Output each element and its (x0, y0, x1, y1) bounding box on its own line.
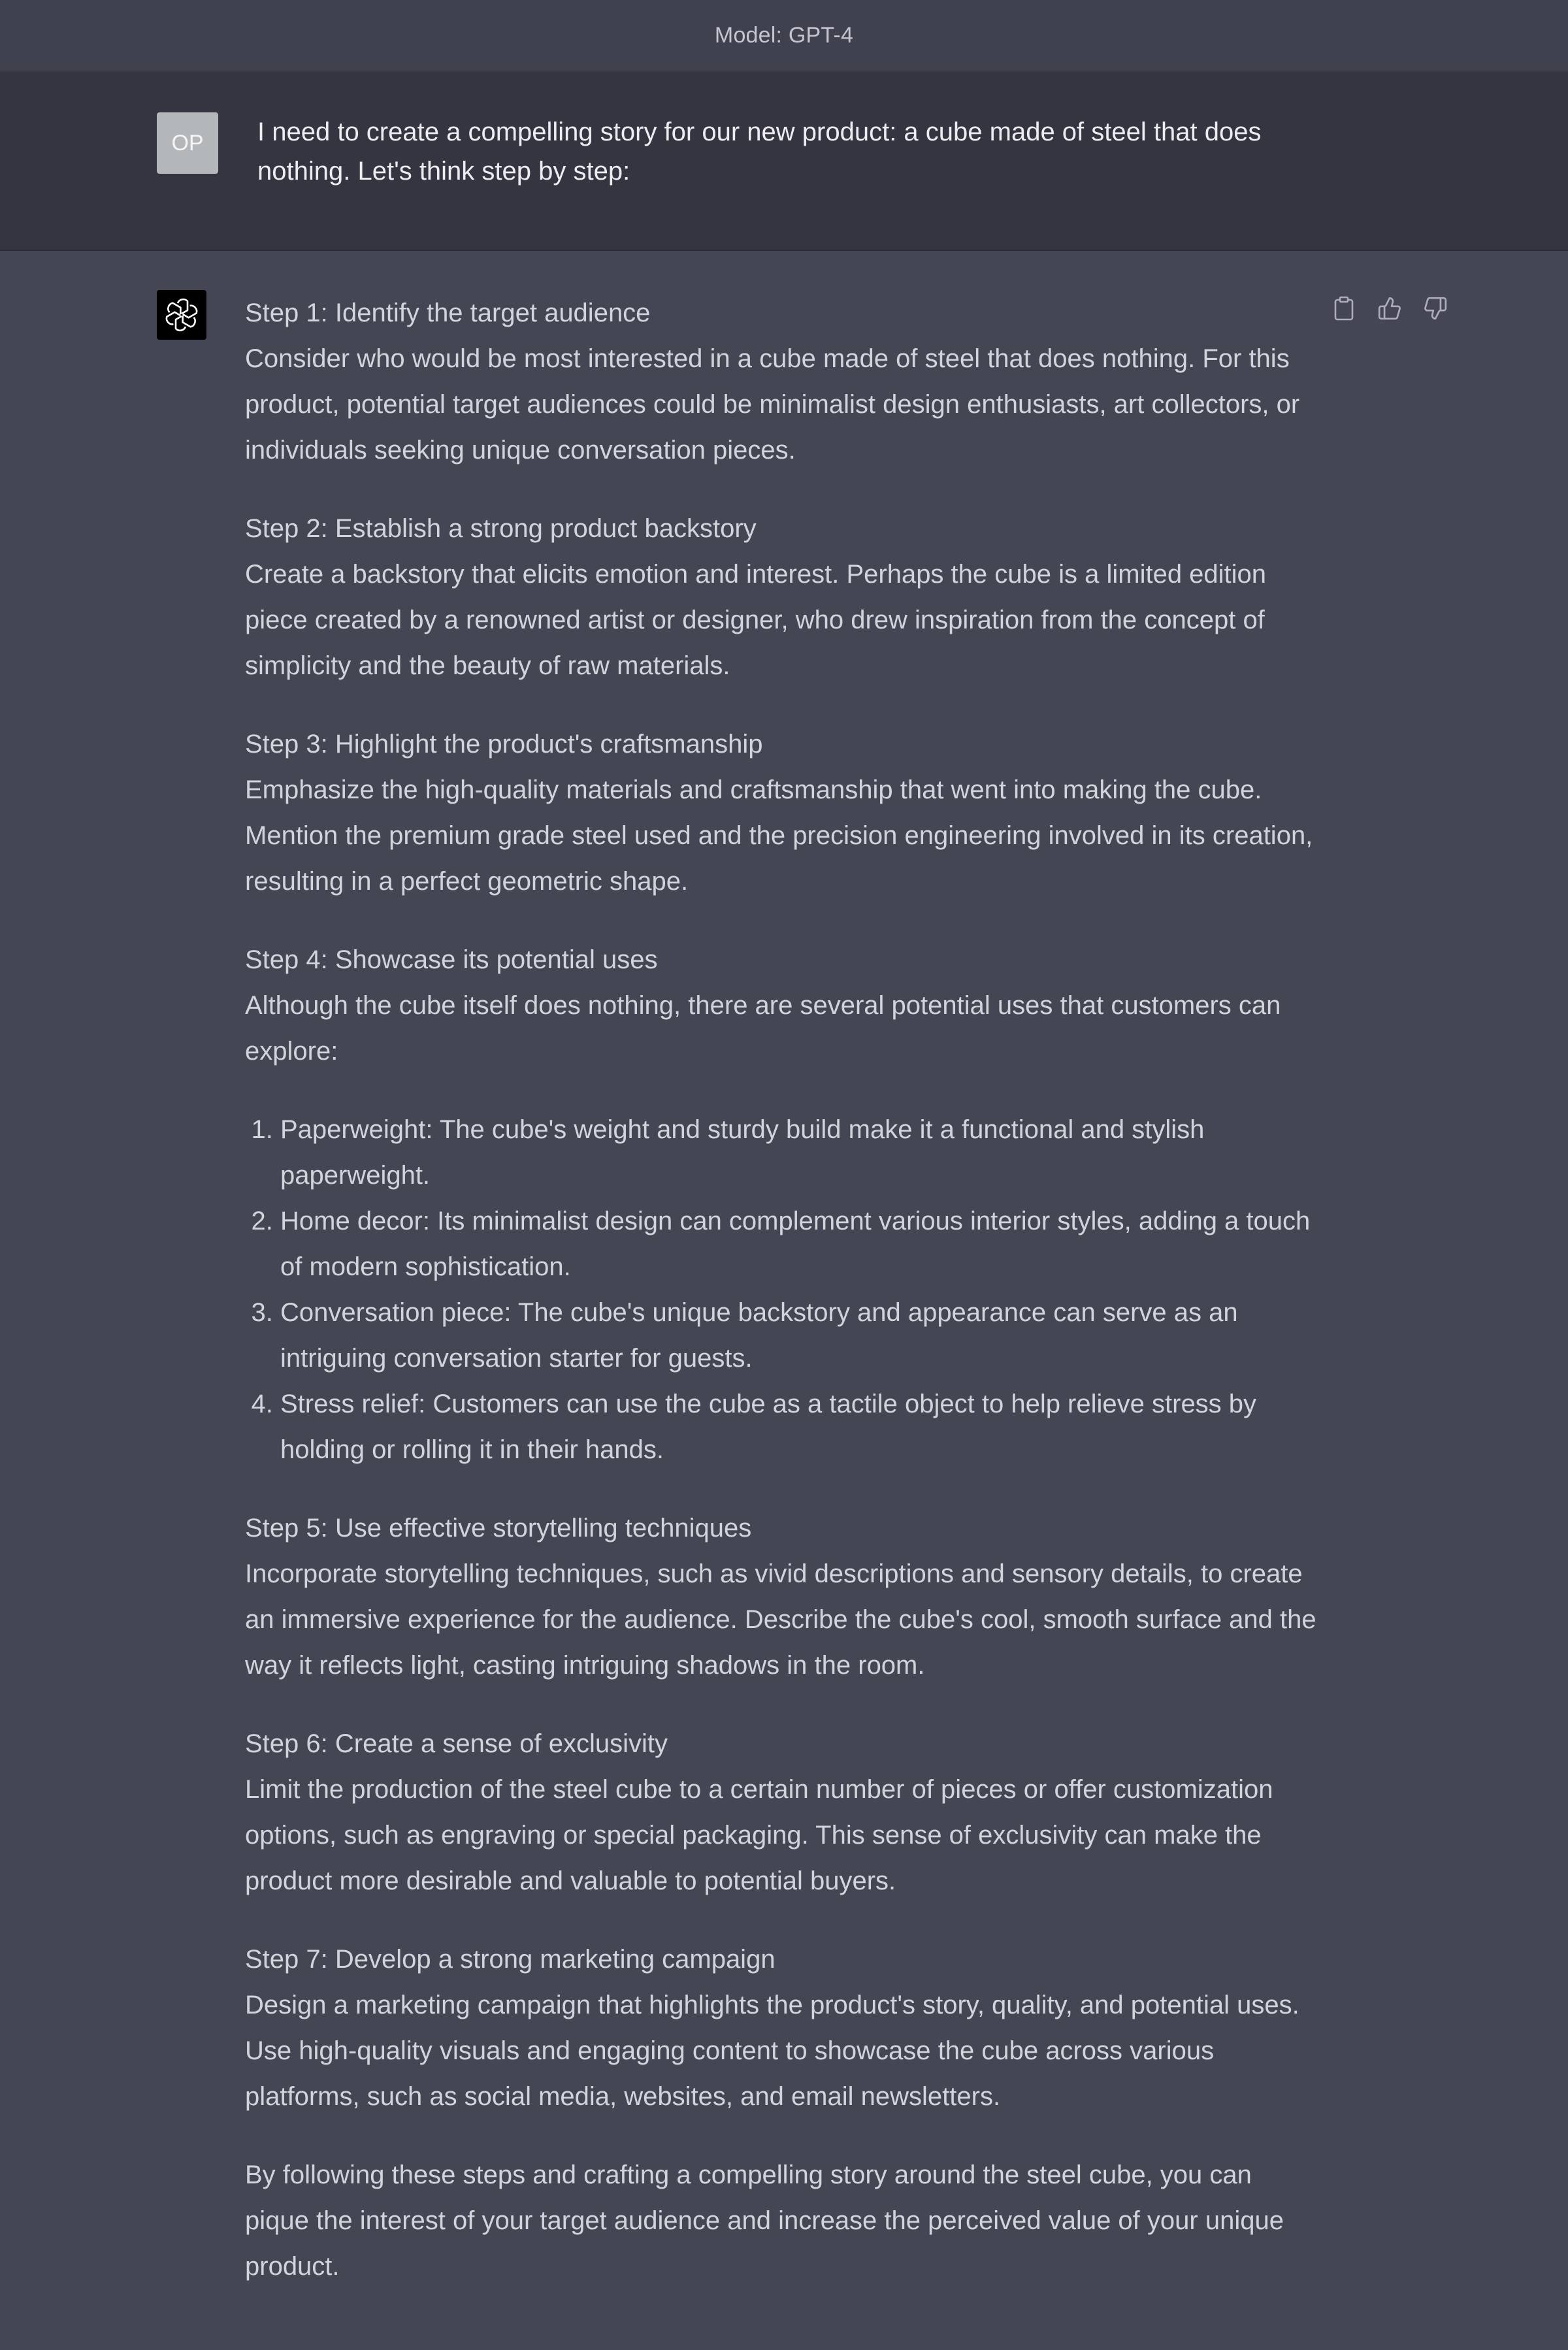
thumbs-down-icon (1423, 296, 1448, 321)
step-title: Step 6: Create a sense of exclusivity (245, 1729, 668, 1758)
copy-icon (1333, 296, 1355, 321)
thumbs-up-button[interactable] (1375, 294, 1404, 323)
step-paragraph (245, 506, 1316, 689)
step-body: Incorporate storytelling techniques, such as vivid descriptions and sensory details, to create an immersive experience for the audience. Describe the cube's cool, smooth surface and the way it reflects light, casting intriguing shadows in the room. (245, 1559, 1316, 1680)
uses-list (245, 1107, 1316, 1473)
step-title: Step 1: Identify the target audience (245, 299, 651, 327)
step-paragraph (245, 1936, 1316, 2119)
step-title: Step 5: Use effective storytelling techniques (245, 1514, 752, 1542)
user-avatar-initials: OP (171, 130, 204, 155)
copy-button[interactable] (1330, 294, 1358, 323)
user-message-row (0, 72, 1568, 251)
step-title: Step 4: Showcase its potential uses (245, 945, 658, 974)
list-item: 4. Stress relief: Customers can use the cube as a tactile object to help relieve stress by holding or rolling it in their hands. (280, 1381, 1316, 1473)
list-item: 2. Home decor: Its minimalist design can complement various interior styles, adding a touch of modern sophistication. (280, 1198, 1316, 1290)
step-title: Step 3: Highlight the product's craftsmanship (245, 730, 763, 759)
step-title: Step 7: Develop a strong marketing campaign (245, 1945, 776, 1974)
step-body: Emphasize the high-quality materials and craftsmanship that went into making the cube. Mention the premium grade steel used and the precision engineering involved in its creation, resulting in a perfect geometric shape. (245, 775, 1313, 896)
user-avatar (157, 112, 218, 174)
assistant-avatar (157, 290, 206, 340)
assistant-message-row (0, 251, 1568, 2350)
step-body: Consider who would be most interested in a cube made of steel that does nothing. For this product, potential target audiences could be minimalist design enthusiasts, art collectors, or individuals seeking unique conversation pieces. (245, 344, 1300, 465)
openai-logo-icon (163, 296, 201, 334)
thumbs-up-icon (1377, 296, 1402, 321)
step-body: Limit the production of the steel cube to a certain number of pieces or offer customization options, such as engraving or special packaging. This sense of exclusivity can make the product more desirable and valuable to potential buyers. (245, 1775, 1273, 1895)
thumbs-down-button[interactable] (1421, 294, 1450, 323)
step-title: Step 2: Establish a strong product backstory (245, 514, 757, 543)
step-paragraph (245, 1721, 1316, 1904)
conclusion-paragraph: By following these steps and crafting a compelling story around the steel cube, you can pique the interest of your target audience and increase the perceived value of your unique product. (245, 2161, 1284, 2281)
step-paragraph (245, 1505, 1316, 1688)
list-item: 1. Paperweight: The cube's weight and sturdy build make it a functional and stylish paperweight. (280, 1107, 1316, 1198)
model-label: Model: GPT-4 (714, 22, 854, 48)
step-body: Design a marketing campaign that highlights the product's story, quality, and potential uses. Use high-quality visuals and engaging content to showcase the cube across various platforms, such as social media, websites, and email newsletters. (245, 1991, 1299, 2111)
assistant-message-content (245, 290, 1316, 2322)
step-body: Although the cube itself does nothing, there are several potential uses that customers can explore: (245, 991, 1281, 1066)
message-actions (1330, 294, 1450, 323)
step-body: Create a backstory that elicits emotion and interest. Perhaps the cube is a limited edition piece created by a renowned artist or designer, who drew inspiration from the concept of simplicity and the beauty of raw materials. (245, 560, 1267, 680)
user-message-text: I need to create a compelling story for our new product: a cube made of steel that does nothing. Let's think step by step: (257, 118, 1262, 186)
step-paragraph (245, 721, 1316, 904)
step-paragraph (245, 290, 1316, 473)
top-bar (0, 0, 1568, 72)
step-paragraph (245, 937, 1316, 1074)
list-item: 3. Conversation piece: The cube's unique backstory and appearance can serve as an intriguing conversation starter for guests. (280, 1290, 1316, 1381)
